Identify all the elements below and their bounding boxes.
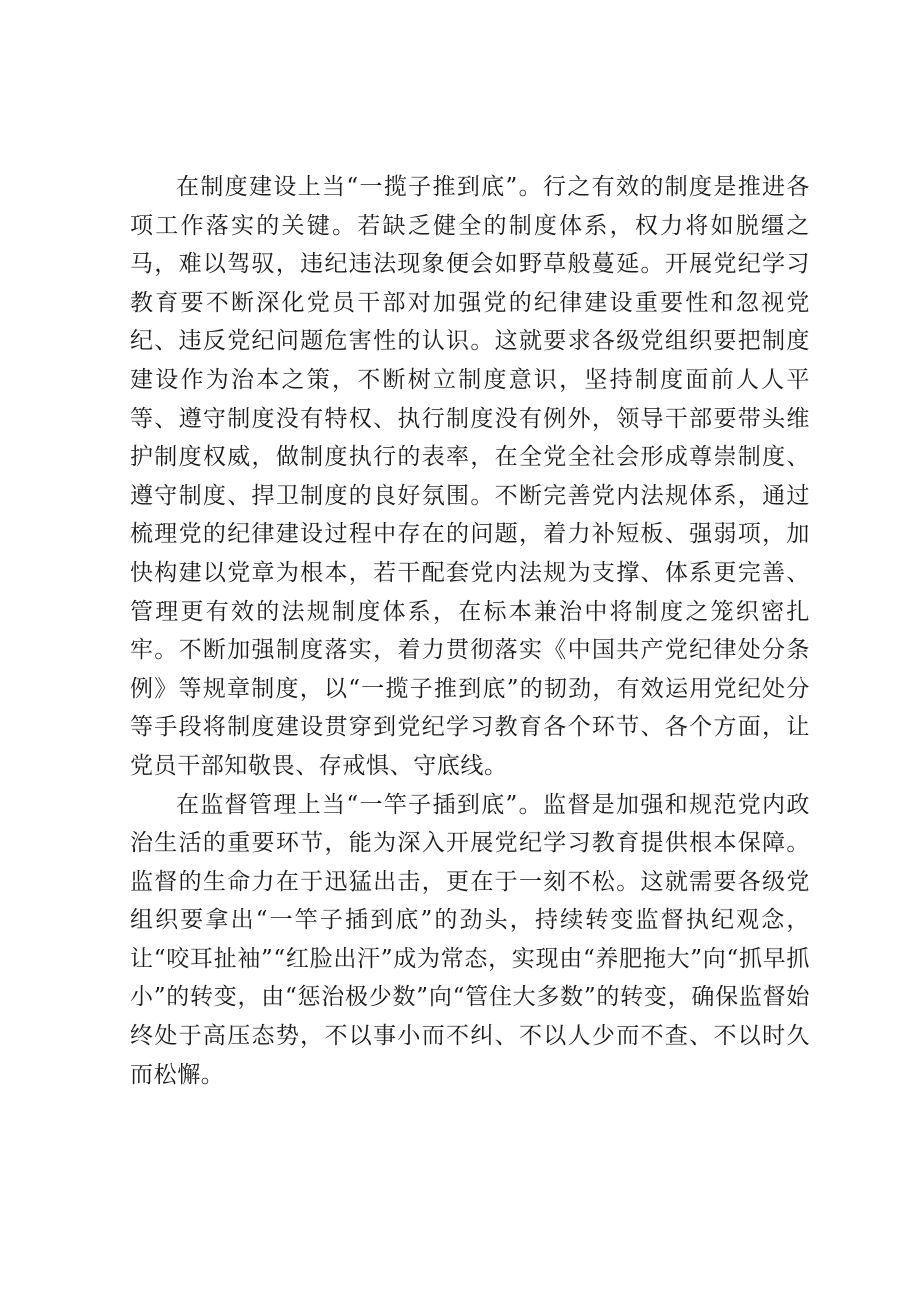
document-body bbox=[130, 168, 810, 1094]
paragraph-supervision-management: 在监督管理上当“一竿子插到底”。监督是加强和规范党内政治生活的重要环节，能为深入开展党纪学习教育提供根本保障。监督的生命力在于迅猛出击，更在于一刻不松。这就需要各级党组织要拿出“一竿子插到底”的劲头，持续转变监督执纪观念，让“咬耳扯袖”“红脸出汗”成为常态，实现由“养肥拖大”向“抓早抓小”的转变，由“惩治极少数”向“管住大多数”的转变，确保监督始终处于高压态势，不以事小而不纠、不以人少而不查、不以时久而松懈。 bbox=[130, 791, 810, 1088]
paragraph-institution-building: 在制度建设上当“一揽子推到底”。行之有效的制度是推进各项工作落实的关键。若缺乏健全的制度体系，权力将如脱缰之马，难以驾驭，违纪违法现象便会如野草般蔓延。开展党纪学习教育要不断深化党员干部对加强党的纪律建设重要性和忽视党纪、违反党纪问题危害性的认识。这就要求各级党组织要把制度建设作为治本之策，不断树立制度意识，坚持制度面前人人平等、遵守制度没有特权、执行制度没有例外，领导干部要带头维护制度权威，做制度执行的表率，在全党全社会形成尊崇制度、遵守制度、捍卫制度的良好氛围。不断完善党内法规体系，通过梳理党的纪律建设过程中存在的问题，着力补短板、强弱项，加快构建以党章为根本，若干配套党内法规为支撑、体系更完善、管理更有效的法规制度体系，在标本兼治中将制度之笼织密扎牢。不断加强制度落实，着力贯彻落实《中国共产党纪律处分条例》等规章制度，以“一揽子推到底”的韧劲，有效运用党纪处分等手段将制度建设贯穿到党纪学习教育各个环节、各个方面，让党员干部知敬畏、存戒惧、守底线。 bbox=[130, 174, 810, 779]
